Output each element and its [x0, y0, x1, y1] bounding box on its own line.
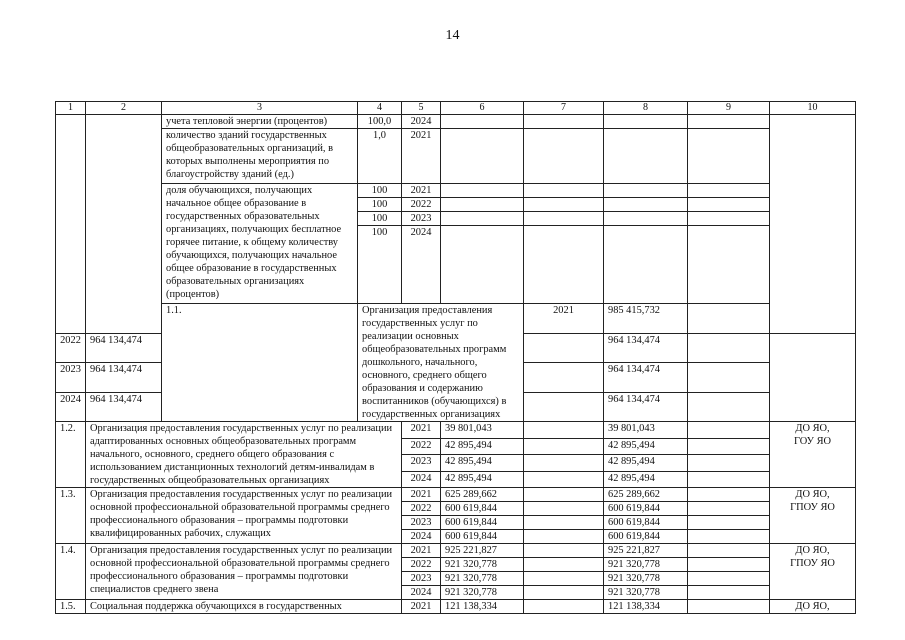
measure-total: 925 221,827 — [441, 544, 524, 558]
cell-empty — [688, 115, 770, 129]
cell-empty — [688, 212, 770, 226]
cell-empty — [688, 129, 770, 184]
measure-regional: 921 320,778 — [604, 572, 688, 586]
measure-year: 2022 — [56, 333, 86, 363]
measure-total: 964 134,474 — [86, 392, 162, 422]
cell-empty — [688, 422, 770, 439]
cell-empty — [86, 115, 162, 334]
indicator-value: 100 — [358, 198, 402, 212]
indicator-value: 100 — [358, 212, 402, 226]
measure-total: 121 138,334 — [441, 600, 524, 614]
indicator-year: 2024 — [402, 115, 441, 129]
cell-empty — [524, 333, 604, 363]
measure-total: 600 619,844 — [441, 516, 524, 530]
indicator-value: 100 — [358, 184, 402, 198]
measure-year: 2022 — [402, 502, 441, 516]
measure-row — [56, 488, 856, 502]
cell-empty — [688, 530, 770, 544]
cell-empty — [770, 115, 856, 334]
measure-regional: 42 895,494 — [604, 455, 688, 472]
cell-empty — [688, 516, 770, 530]
measure-regional: 964 134,474 — [604, 392, 688, 422]
measure-total: 964 134,474 — [86, 333, 162, 363]
measure-index: 1.2. — [56, 422, 86, 488]
cell-empty — [604, 226, 688, 304]
col-header-2: 2 — [86, 102, 162, 115]
measure-regional: 921 320,778 — [604, 558, 688, 572]
cell-empty — [688, 455, 770, 472]
measure-description: Организация предоставления государственных услуг по реализации основных общеобразовательных программ дошкольного, начального, основного, среднего общего образования и содержанию воспитанников (обучающихся) в государственных организациях — [358, 304, 524, 422]
measure-year: 2024 — [402, 586, 441, 600]
cell-empty — [688, 198, 770, 212]
executor-line: ГПОУ ЯО — [790, 558, 835, 569]
cell-empty — [524, 455, 604, 472]
indicator-year: 2023 — [402, 212, 441, 226]
cell-empty — [688, 471, 770, 488]
col-header-5: 5 — [402, 102, 441, 115]
cell-empty — [604, 115, 688, 129]
cell-empty — [524, 115, 604, 129]
header-row — [56, 102, 856, 115]
cell-empty — [524, 558, 604, 572]
col-header-3: 3 — [162, 102, 358, 115]
indicator-text: учета тепловой энергии (процентов) — [162, 115, 358, 129]
measure-year: 2023 — [56, 363, 86, 393]
cell-empty — [524, 226, 604, 304]
program-table — [55, 101, 856, 614]
indicator-value: 100,0 — [358, 115, 402, 129]
cell-empty — [524, 363, 604, 393]
measure-year: 2024 — [402, 471, 441, 488]
cell-empty — [524, 212, 604, 226]
indicator-year: 2024 — [402, 226, 441, 304]
indicator-text: доля обучающихся, получающих начальное общее образование в государственных образовательных организациях, получающих бесплатное горячее питание, к общему количеству обучающихся, получающих начальное общее образование в государственных образовательных организациях (процентов) — [162, 184, 358, 304]
cell-empty — [688, 363, 770, 393]
measure-year: 2021 — [402, 544, 441, 558]
measure-executor — [770, 488, 856, 544]
cell-empty — [524, 600, 604, 614]
indicator-value: 1,0 — [358, 129, 402, 184]
measure-description: Организация предоставления государственных услуг по реализации основной профессиональной образовательной программы среднего профессионального образования – программы подготовки квалифицированных рабочих, служащих — [86, 488, 402, 544]
cell-empty — [524, 530, 604, 544]
cell-empty — [604, 212, 688, 226]
executor-line: ДО ЯО, — [795, 423, 830, 434]
measure-year: 2023 — [402, 455, 441, 472]
page-number: 14 — [445, 28, 460, 43]
measure-total: 921 320,778 — [441, 572, 524, 586]
cell-empty — [524, 422, 604, 439]
measure-year: 2024 — [56, 392, 86, 422]
measure-total: 42 895,494 — [441, 438, 524, 455]
col-header-10: 10 — [770, 102, 856, 115]
measure-year: 2022 — [402, 558, 441, 572]
measure-index: 1.1. — [162, 304, 358, 422]
cell-empty — [688, 502, 770, 516]
cell-empty — [524, 184, 604, 198]
measure-executor — [770, 600, 856, 614]
measure-description: Социальная поддержка обучающихся в государственных — [86, 600, 402, 614]
measure-total: 42 895,494 — [441, 455, 524, 472]
cell-empty — [524, 471, 604, 488]
col-header-6: 6 — [441, 102, 524, 115]
measure-total: 625 289,662 — [441, 488, 524, 502]
cell-empty — [524, 392, 604, 422]
measure-row — [56, 304, 856, 334]
indicator-year: 2022 — [402, 198, 441, 212]
measure-regional: 964 134,474 — [604, 363, 688, 393]
cell-empty — [688, 600, 770, 614]
cell-empty — [441, 184, 524, 198]
measure-regional: 39 801,043 — [604, 422, 688, 439]
measure-regional: 625 289,662 — [604, 488, 688, 502]
cell-empty — [688, 558, 770, 572]
indicator-text: количество зданий государственных общеобразовательных организаций, в которых выполнены мероприятия по благоустройству зданий (ед.) — [162, 129, 358, 184]
cell-empty — [688, 572, 770, 586]
measure-row — [56, 422, 856, 439]
cell-empty — [441, 226, 524, 304]
executor-line: ДО ЯО, — [795, 489, 830, 500]
cell-empty — [604, 184, 688, 198]
measure-regional: 121 138,334 — [604, 600, 688, 614]
cell-empty — [441, 129, 524, 184]
measure-executor — [770, 544, 856, 600]
measure-regional: 42 895,494 — [604, 438, 688, 455]
measure-total: 600 619,844 — [441, 502, 524, 516]
cell-empty — [524, 198, 604, 212]
measure-regional: 921 320,778 — [604, 586, 688, 600]
cell-empty — [688, 392, 770, 422]
cell-empty — [524, 516, 604, 530]
measure-year: 2024 — [402, 530, 441, 544]
measure-executor — [770, 422, 856, 488]
measure-regional: 600 619,844 — [604, 530, 688, 544]
measure-total: 985 415,732 — [604, 304, 688, 334]
executor-line: ГОУ ЯО — [793, 436, 832, 447]
cell-empty — [688, 226, 770, 304]
measure-description: Организация предоставления государственных услуг по реализации адаптированных основных общеобразовательных программ начального, основного, среднего общего образования с использованием дистанционных технологий детям-инвалидам в государственных общеобразовательных организациях — [86, 422, 402, 488]
measure-year: 2021 — [402, 600, 441, 614]
measure-total: 921 320,778 — [441, 586, 524, 600]
table-row — [56, 184, 856, 198]
cell-empty — [688, 488, 770, 502]
measure-description: Организация предоставления государственных услуг по реализации основной профессиональной образовательной программы среднего профессионального образования – программы подготовки специалистов среднего звена — [86, 544, 402, 600]
measure-year: 2021 — [524, 304, 604, 334]
cell-empty — [604, 129, 688, 184]
col-header-7: 7 — [524, 102, 604, 115]
indicator-year: 2021 — [402, 129, 441, 184]
measure-total: 600 619,844 — [441, 530, 524, 544]
col-header-1: 1 — [56, 102, 86, 115]
cell-empty — [441, 198, 524, 212]
col-header-8: 8 — [604, 102, 688, 115]
cell-empty — [688, 304, 770, 334]
col-header-4: 4 — [358, 102, 402, 115]
measure-year: 2023 — [402, 516, 441, 530]
cell-empty — [688, 544, 770, 558]
measure-row — [56, 600, 856, 614]
executor-line: ДО ЯО, — [795, 601, 830, 612]
cell-empty — [441, 212, 524, 226]
measure-row — [56, 544, 856, 558]
table-row — [56, 115, 856, 129]
measure-total: 921 320,778 — [441, 558, 524, 572]
measure-index: 1.3. — [56, 488, 86, 544]
measure-total: 42 895,494 — [441, 471, 524, 488]
measure-index: 1.4. — [56, 544, 86, 600]
cell-empty — [524, 129, 604, 184]
cell-empty — [688, 333, 770, 363]
indicator-year: 2021 — [402, 184, 441, 198]
cell-empty — [441, 115, 524, 129]
cell-empty — [524, 586, 604, 600]
measure-regional: 925 221,827 — [604, 544, 688, 558]
measure-year: 2021 — [402, 488, 441, 502]
measure-index: 1.5. — [56, 600, 86, 614]
measure-year: 2022 — [402, 438, 441, 455]
cell-empty — [524, 572, 604, 586]
cell-empty — [524, 438, 604, 455]
col-header-9: 9 — [688, 102, 770, 115]
measure-total: 39 801,043 — [441, 422, 524, 439]
cell-empty — [688, 438, 770, 455]
executor-line: ГПОУ ЯО — [790, 502, 835, 513]
measure-regional: 600 619,844 — [604, 502, 688, 516]
measure-regional: 42 895,494 — [604, 471, 688, 488]
cell-empty — [524, 544, 604, 558]
measure-year: 2021 — [402, 422, 441, 439]
table-row — [56, 129, 856, 184]
measure-regional: 964 134,474 — [604, 333, 688, 363]
cell-empty — [688, 586, 770, 600]
cell-empty — [524, 488, 604, 502]
measure-regional: 600 619,844 — [604, 516, 688, 530]
cell-empty — [524, 502, 604, 516]
indicator-value: 100 — [358, 226, 402, 304]
cell-empty — [688, 184, 770, 198]
cell-empty — [604, 198, 688, 212]
measure-total: 964 134,474 — [86, 363, 162, 393]
measure-year: 2023 — [402, 572, 441, 586]
executor-line: ДО ЯО, — [795, 545, 830, 556]
cell-empty — [56, 115, 86, 334]
